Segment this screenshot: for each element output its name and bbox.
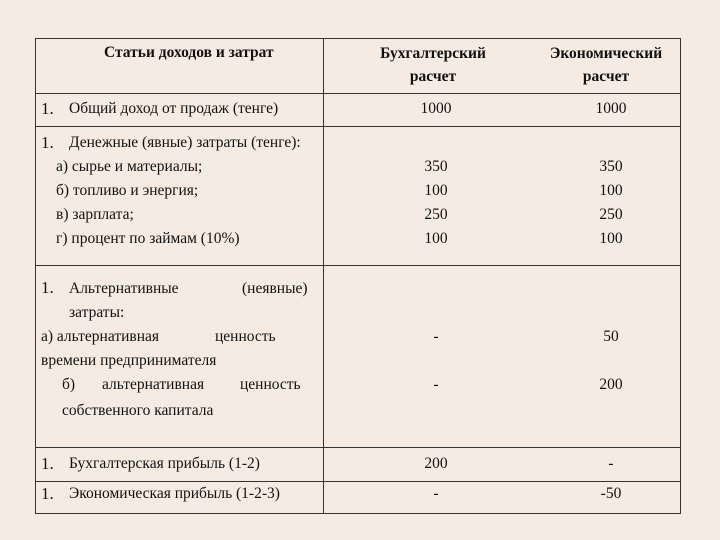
list-marker: 1. (41, 484, 54, 503)
accounting-profit-label: Бухгалтерская прибыль (1-2) (69, 455, 260, 472)
explicit-item-accounting: 350 (424, 158, 448, 175)
header-economic-line1: Экономический (549, 45, 663, 62)
explicit-item-economic: 100 (599, 230, 623, 247)
economic-profit-economic: -50 (600, 485, 622, 502)
economic-profit-label: Экономическая прибыль (1-2-3) (69, 485, 280, 502)
explicit-item-label: а) сырье и материалы; (56, 158, 203, 175)
row-divider (36, 265, 680, 266)
header-items: Статьи доходов и затрат (104, 44, 274, 61)
header-accounting-line1: Бухгалтерский (380, 45, 486, 62)
list-marker: 1. (41, 278, 54, 297)
row-divider (36, 93, 680, 94)
implicit-b-word1: б) (62, 376, 76, 393)
implicit-b-line2: собственного капитала (62, 402, 214, 419)
row-divider (36, 481, 680, 482)
accounting-profit-accounting: 200 (424, 455, 448, 472)
implicit-title-line2: затраты: (69, 304, 125, 321)
costs-table (35, 38, 681, 514)
explicit-item-accounting: 250 (424, 206, 448, 223)
list-marker: 1. (41, 133, 54, 152)
row-divider (36, 126, 680, 127)
implicit-a-word1: а) альтернативная (41, 328, 160, 345)
explicit-item-label: г) процент по займам (10%) (56, 230, 240, 247)
header-economic-line2: расчет (582, 68, 630, 85)
implicit-a-economic: 50 (603, 328, 619, 345)
implicit-title-word2: (неявные) (242, 280, 308, 297)
col-divider (323, 39, 324, 513)
implicit-b-word2: альтернативная (102, 376, 205, 393)
accounting-profit-economic: - (608, 455, 614, 472)
list-marker: 1. (41, 99, 54, 118)
explicit-item-economic: 350 (599, 158, 623, 175)
implicit-a-line2: времени предпринимателя (41, 352, 217, 369)
explicit-item-label: б) топливо и энергия; (56, 182, 199, 199)
explicit-item-economic: 250 (599, 206, 623, 223)
explicit-costs-title: Денежные (явные) затраты (тенге): (69, 134, 301, 151)
implicit-b-economic: 200 (599, 376, 623, 393)
implicit-title-word1: Альтернативные (69, 280, 179, 297)
implicit-b-word3: ценность (240, 376, 301, 393)
implicit-a-accounting: - (433, 328, 439, 345)
explicit-item-economic: 100 (599, 182, 623, 199)
economic-profit-accounting: - (433, 485, 439, 502)
row-divider (36, 447, 680, 448)
list-marker: 1. (41, 454, 54, 473)
implicit-b-accounting: - (433, 376, 439, 393)
revenue-label: Общий доход от продаж (тенге) (69, 100, 279, 117)
implicit-a-word2: ценность (215, 328, 276, 345)
explicit-item-accounting: 100 (424, 182, 448, 199)
revenue-accounting: 1000 (420, 100, 452, 117)
revenue-economic: 1000 (595, 100, 627, 117)
explicit-item-accounting: 100 (424, 230, 448, 247)
header-accounting-line2: расчет (409, 68, 457, 85)
explicit-item-label: в) зарплата; (56, 206, 134, 223)
